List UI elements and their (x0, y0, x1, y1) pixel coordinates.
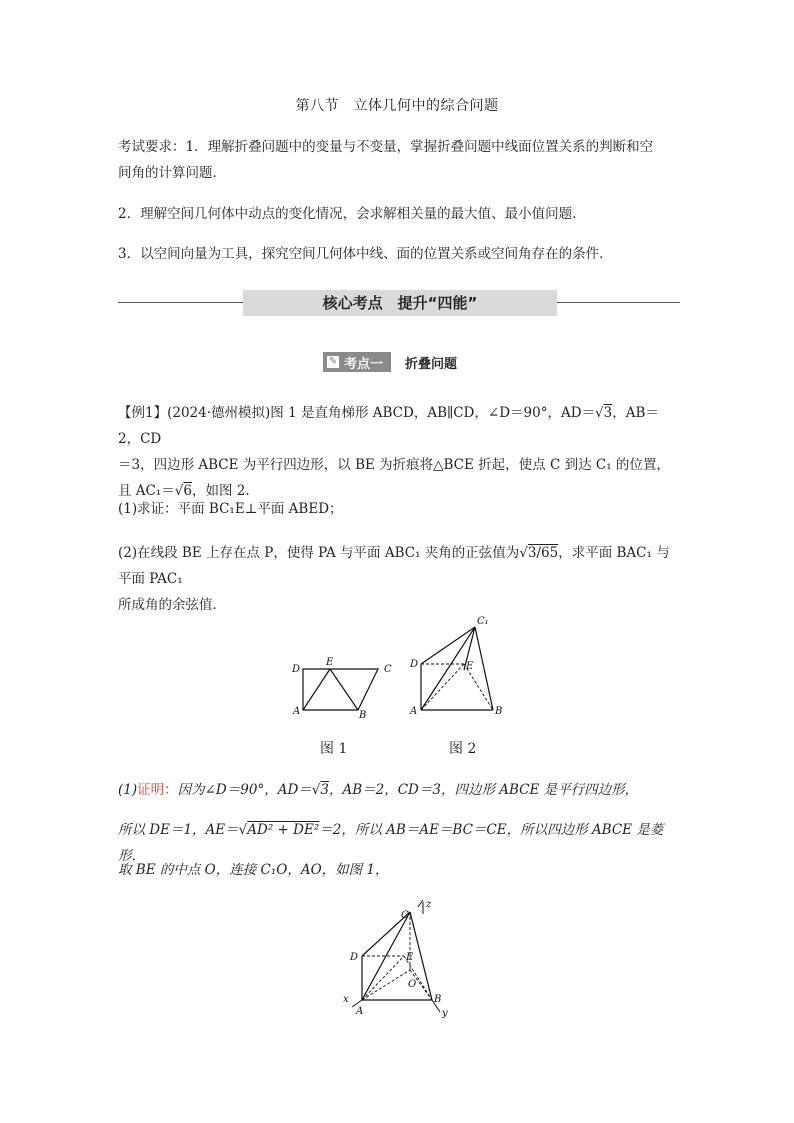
question-text: (2)在线段 BE 上存在点 P，使得 PA 与平面 ABC₁ 夹角的正弦值为 (118, 545, 520, 561)
kaodian-topic: 折叠问题 (405, 356, 458, 372)
requirement-2: 2．理解空间几何体中动点的变化情况，会求解相关量的最大值、最小值问题． (118, 206, 586, 222)
label-e: E (466, 661, 474, 672)
figure-1-caption: 图 1 (320, 741, 348, 757)
kaodian-badge-label: 考点一 (344, 356, 384, 372)
example-text: ，如图 2. (192, 483, 250, 499)
solution-part: (1) (118, 782, 138, 798)
figure-2-folded (405, 612, 515, 720)
label-o: O (408, 979, 417, 990)
label-b: B (434, 994, 442, 1005)
sqrt-expression: AD² + DE² (247, 822, 320, 838)
requirement-3: 3．以空间向量为工具，探究空间几何体中线、面的位置关系或空间角存在的条件． (118, 246, 613, 262)
requirement-1 (118, 134, 680, 186)
label-b: B (495, 706, 503, 717)
example-text: ，AB＝2，CD (118, 405, 659, 447)
pencil-icon: ✎ (328, 356, 338, 367)
banner-rule-right (557, 302, 680, 303)
solution-text: 因为∠D＝90°，AD＝ (177, 782, 312, 798)
proof-colon: ： (164, 782, 178, 798)
solution-text: 所以 DE＝1，AE＝ (118, 822, 239, 838)
label-a: A (356, 1006, 364, 1017)
label-e: E (326, 657, 334, 668)
sqrt-value: 3 (320, 782, 329, 798)
solution-text: ，AB＝2，CD＝3，四边形 ABCE 是平行四边形， (328, 782, 639, 798)
label-y: y (442, 1008, 448, 1019)
question-text: ，求平面 BAC₁ 与平面 PAC₁ (118, 545, 670, 587)
example-tag: 【例1】 (118, 405, 168, 421)
section-title: 第八节 立体几何中的综合问题 (295, 98, 499, 114)
section-banner: 核心考点 提升“四能” (243, 290, 557, 316)
figure-1-trapezoid (288, 650, 398, 725)
question-line: (2)在线段 BE 上存在点 P，使得 PA 与平面 ABC₁ 夹角的正弦值为√3/65，求平面 BAC₁ 与平面 PAC₁ (118, 545, 670, 587)
sqrt-value: 6 (183, 483, 192, 499)
question-line: 所成角的余弦值． (118, 597, 226, 613)
question-1: (1)求证：平面 BC₁E⊥平面 ABED； (118, 501, 343, 517)
proof-label: 证明 (137, 782, 165, 798)
kaodian-header (323, 352, 457, 372)
requirement-line: 考试要求：1．理解折叠问题中的变量与不变量，掌握折叠问题中线面位置关系的判断和空 (118, 139, 654, 155)
label-d: D (350, 952, 359, 963)
label-z: z (426, 899, 432, 910)
question-2 (118, 540, 680, 618)
solution-text: ＝2，所以 AB＝AE＝BC＝CE，所以四边形 ABCE 是菱形． (118, 822, 664, 864)
label-x: x (343, 994, 349, 1005)
label-c1: C₁ (477, 616, 489, 627)
example-1 (118, 400, 680, 504)
solution-line-2: 所以 DE＝1，AE＝√AD² + DE²＝2，所以 AB＝AE＝BC＝CE，所以四边形 ABCE 是菱形． (118, 822, 664, 864)
banner-rule-left (118, 302, 243, 303)
label-d: D (292, 664, 301, 675)
sqrt-value: 3 (603, 405, 613, 421)
kaodian-badge (323, 352, 391, 372)
label-a: A (410, 706, 418, 717)
example-text: 图 1 是直角梯形 ABCD，AB∥CD，∠D＝90°，AD＝ (270, 405, 596, 421)
label-b: B (359, 710, 367, 721)
example-line: ＝3，四边形 ABCE 为平行四边形，以 BE 为折痕将△BCE 折起，使点 C 到达 C₁ 的位置， (118, 457, 670, 473)
example-source: (2024·德州模拟) (167, 405, 271, 421)
label-e: E (406, 952, 414, 963)
figure-3-coordinate-system (338, 892, 463, 1022)
example-line: 且 AC₁＝√6，如图 2. (118, 483, 250, 499)
sqrt-fraction: 3/65 (527, 545, 559, 561)
label-c1: C₁ (401, 910, 413, 921)
solution-line-3: 取 BE 的中点 O，连接 C₁O，AO，如图 1， (118, 862, 389, 878)
solution-line-1: (1)证明：因为∠D＝90°，AD＝√3，AB＝2，CD＝3，四边形 ABCE 是平行四边形， (118, 782, 639, 798)
requirement-line: 间角的计算问题． (118, 165, 226, 181)
label-d: D (410, 659, 419, 670)
example-text: 且 AC₁＝ (118, 483, 175, 499)
label-a: A (293, 706, 301, 717)
figure-2-caption: 图 2 (449, 741, 477, 757)
example-line: 【例1】(2024·德州模拟)图 1 是直角梯形 ABCD，AB∥CD，∠D＝90°，AD＝√3，AB＝2，CD (118, 405, 659, 447)
label-c: C (384, 664, 392, 675)
